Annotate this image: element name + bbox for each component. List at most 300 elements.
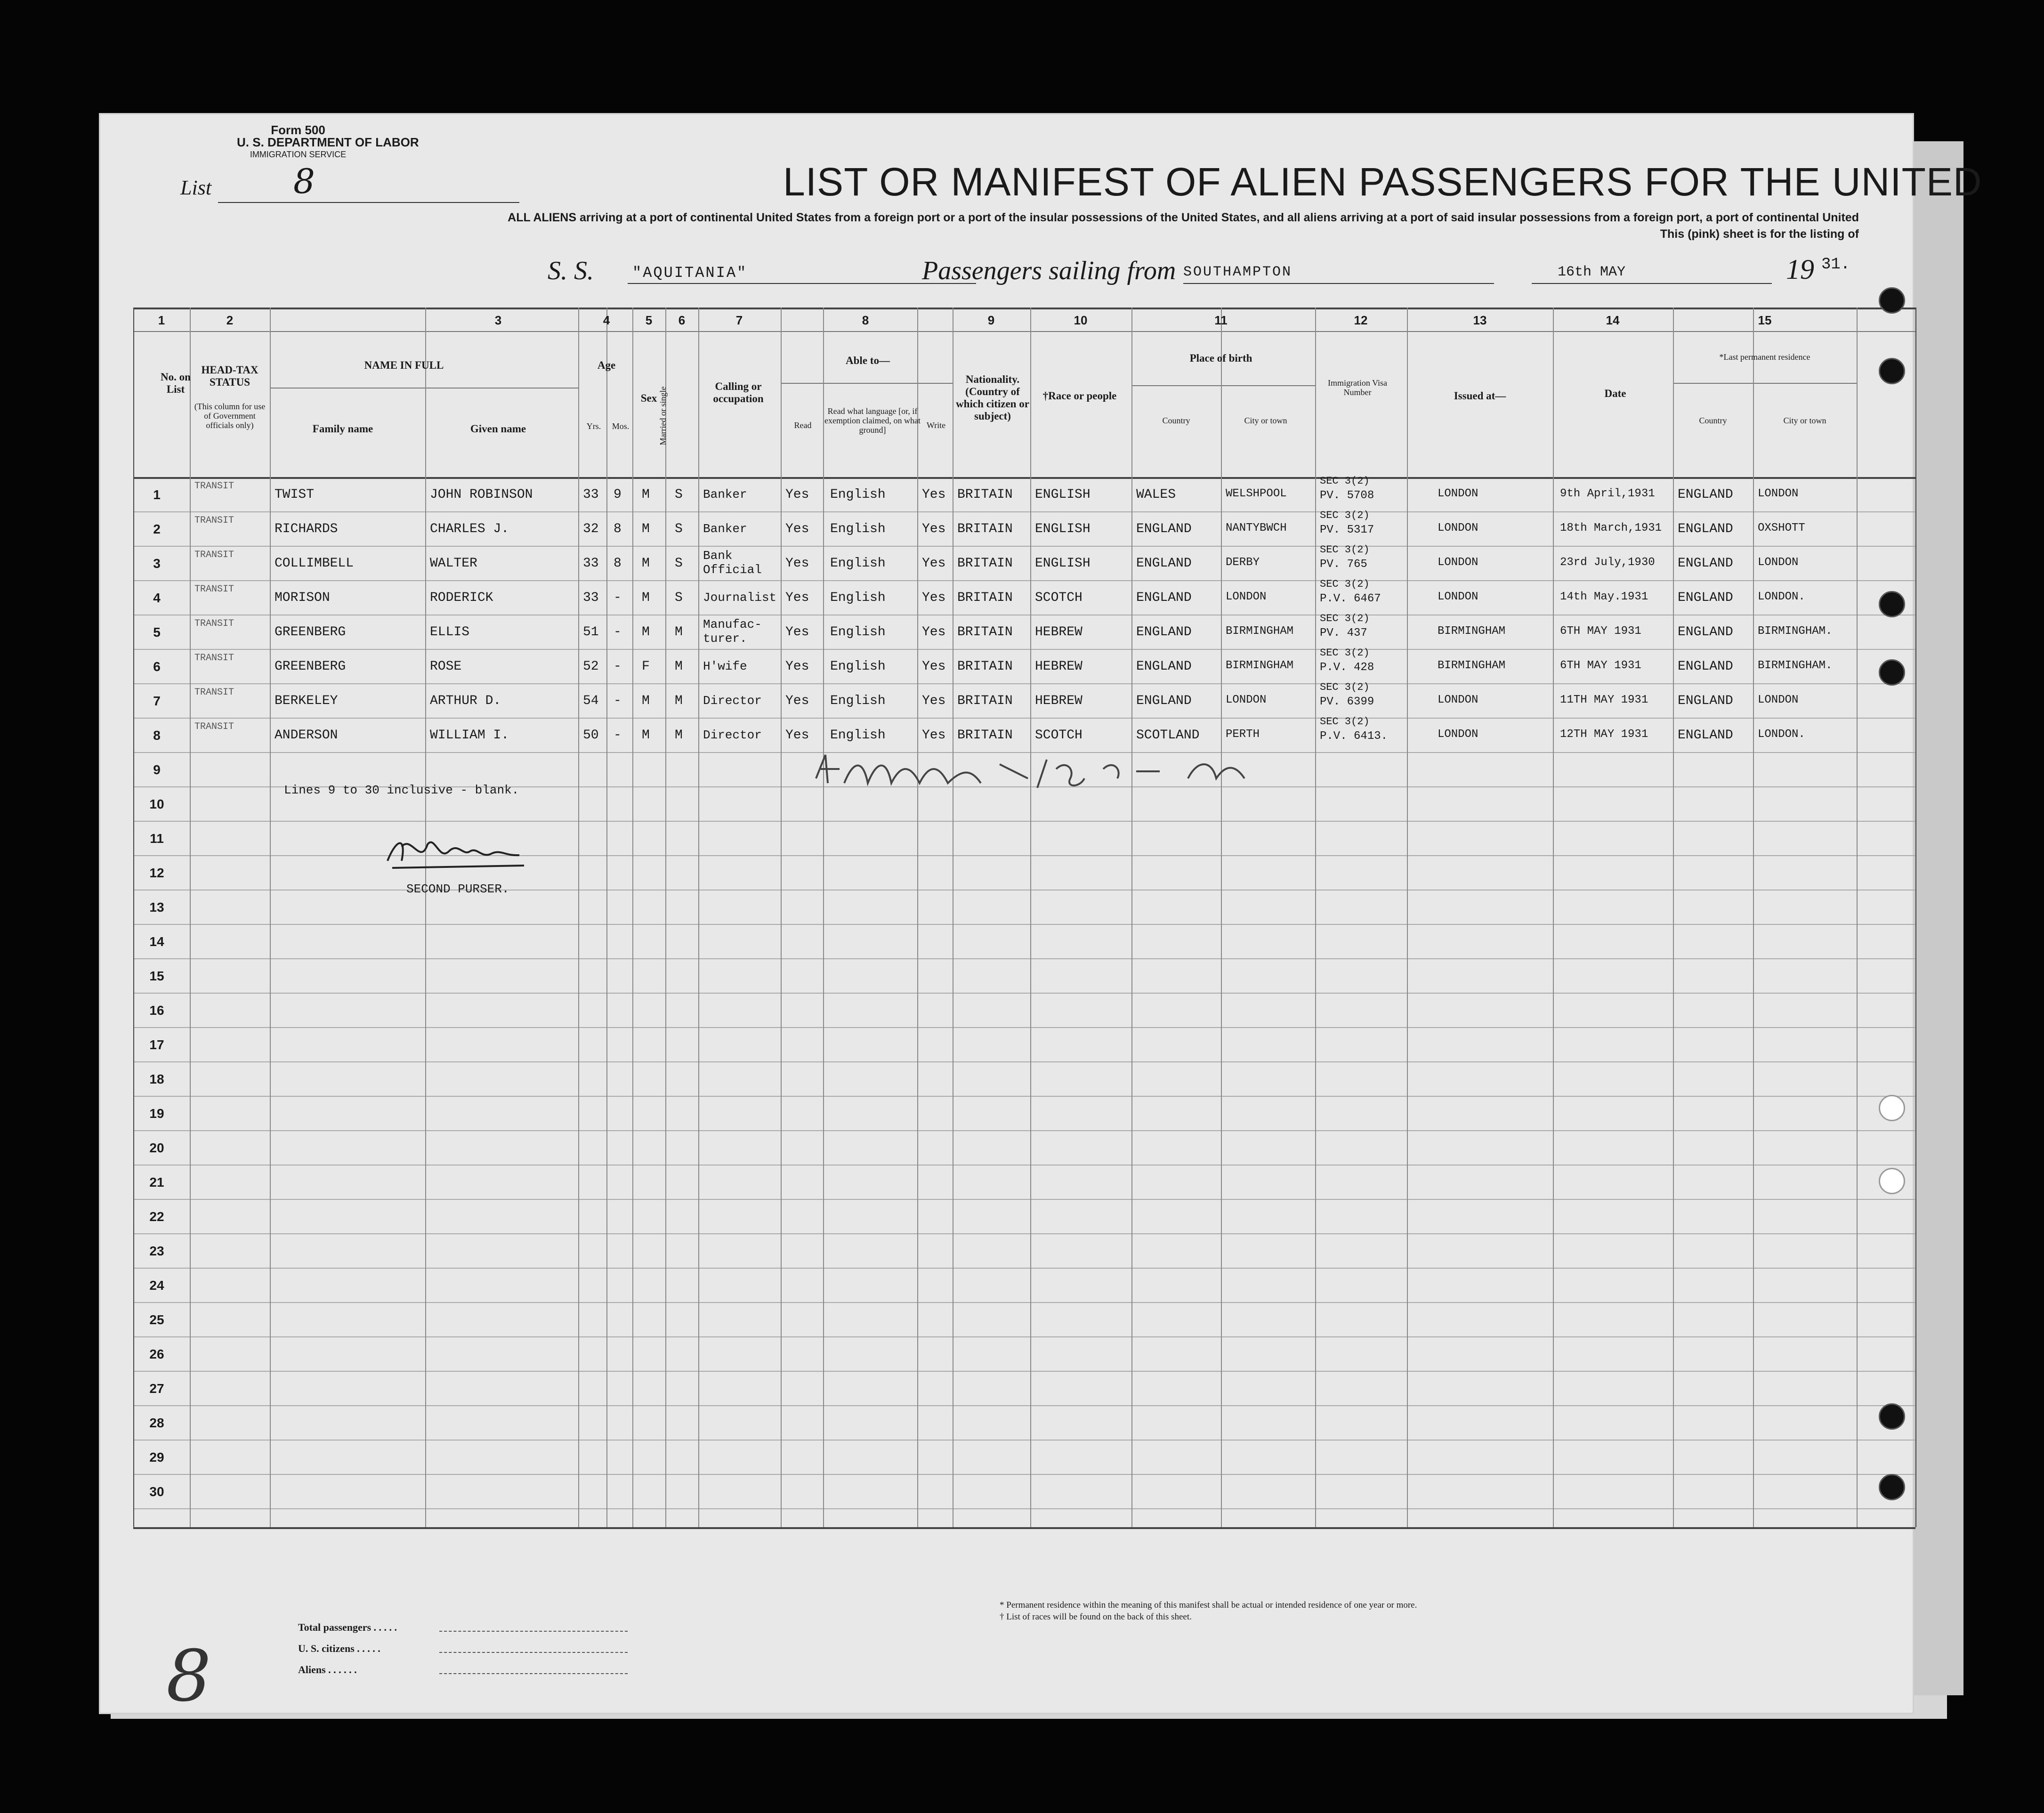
occupation: Journalist	[703, 591, 777, 605]
sex: M	[642, 694, 650, 708]
occupation: Bank Official	[703, 549, 762, 577]
grid-line	[133, 1371, 1915, 1372]
column-number: 4	[603, 313, 610, 327]
aliens-line	[439, 1673, 628, 1674]
grid-line	[270, 308, 271, 1527]
age-months: 9	[614, 487, 622, 502]
given-name: ELLIS	[430, 625, 470, 639]
binder-hole	[1879, 1095, 1905, 1121]
occupation: Director	[703, 728, 762, 742]
visa-section: SEC 3(2)	[1320, 681, 1370, 693]
visa-section: SEC 3(2)	[1320, 578, 1370, 590]
occupation: H'wife	[703, 659, 747, 673]
can-read: Yes	[785, 591, 809, 605]
header-pob-city: City or town	[1244, 416, 1287, 425]
visa-date: 11TH MAY 1931	[1560, 694, 1648, 706]
header-mos: Mos.	[612, 421, 630, 431]
grid-line	[1553, 308, 1554, 1527]
header-age: Age	[597, 359, 616, 371]
grid-line	[1221, 308, 1222, 1527]
race: HEBREW	[1035, 694, 1083, 708]
row-number: 23	[149, 1244, 164, 1258]
port-underline	[1183, 283, 1494, 284]
nationality: BRITAIN	[957, 728, 1013, 743]
grid-line	[133, 1440, 1915, 1441]
grid-line	[133, 331, 1915, 332]
row-number: 20	[149, 1141, 164, 1155]
handwritten-list-number: 8	[166, 1635, 211, 1717]
grid-line	[781, 308, 782, 1527]
age-months: 8	[614, 522, 622, 536]
residence-city: OXSHOTT	[1758, 522, 1805, 534]
departure-port: SOUTHAMPTON	[1183, 264, 1293, 280]
row-number: 4	[153, 591, 161, 605]
read-language: English	[830, 694, 886, 708]
row-number: 18	[149, 1072, 164, 1086]
family-name: COLLIMBELL	[275, 556, 354, 571]
row-number: 14	[149, 934, 164, 949]
birth-country: SCOTLAND	[1136, 728, 1200, 743]
family-name: ANDERSON	[275, 728, 338, 743]
residence-country: ENGLAND	[1678, 694, 1733, 708]
sex: M	[642, 522, 650, 536]
visa-date: 12TH MAY 1931	[1560, 728, 1648, 741]
grid-line	[133, 718, 1915, 719]
age-months: -	[614, 659, 622, 674]
given-name: RODERICK	[430, 591, 493, 605]
ship-name: "AQUITANIA"	[632, 264, 748, 282]
header-lr-country: Country	[1699, 416, 1727, 425]
footnote-races: † List of races will be found on the back of this sheet.	[1000, 1612, 1192, 1622]
read-language: English	[830, 591, 886, 605]
grid-line	[1673, 308, 1674, 1527]
binder-hole	[1879, 358, 1905, 384]
header-head-tax-note: (This column for use of Government officials only)	[194, 402, 266, 430]
visa-number: PV. 765	[1320, 558, 1367, 571]
birth-city: WELSHPOOL	[1226, 487, 1287, 500]
header-place-of-birth: Place of birth	[1189, 352, 1252, 364]
residence-country: ENGLAND	[1678, 591, 1733, 605]
visa-issued-at: BIRMINGHAM	[1438, 659, 1506, 672]
header-write: Write	[926, 421, 946, 430]
grid-line	[133, 1233, 1915, 1234]
read-language: English	[830, 625, 886, 639]
grid-line	[133, 821, 1915, 822]
family-name: BERKELEY	[275, 694, 338, 708]
occupation: Director	[703, 694, 762, 708]
grid-line	[133, 1268, 1915, 1269]
header-race: †Race or people	[1042, 390, 1117, 402]
header-issued-at: Issued at—	[1454, 390, 1506, 402]
given-name: JOHN ROBINSON	[430, 487, 533, 502]
column-number: 8	[862, 313, 869, 327]
race: SCOTCH	[1035, 591, 1083, 605]
header-read-language: Read what language [or, if exemption claimed, on what ground]	[824, 406, 921, 435]
marital-status: M	[675, 694, 683, 708]
grid-line	[133, 546, 1915, 547]
binder-hole	[1879, 1474, 1905, 1500]
can-read: Yes	[785, 556, 809, 571]
header-read: Read	[794, 421, 812, 430]
column-number: 14	[1606, 313, 1620, 327]
birth-city: BIRMINGHAM	[1226, 659, 1294, 672]
nationality: BRITAIN	[957, 694, 1013, 708]
grid-line	[133, 924, 1915, 925]
header-lr-city: City or town	[1783, 416, 1826, 425]
row-number: 29	[149, 1450, 164, 1465]
binder-hole	[1879, 1403, 1905, 1430]
grid-line	[133, 1527, 1915, 1529]
grid-line	[190, 308, 191, 1527]
grid-line	[133, 1027, 1915, 1028]
marital-status: M	[675, 625, 683, 639]
handwritten-inspector-note	[811, 750, 1376, 793]
visa-date: 6TH MAY 1931	[1560, 625, 1641, 638]
can-read: Yes	[785, 694, 809, 708]
grid-line	[1407, 308, 1408, 1527]
race: SCOTCH	[1035, 728, 1083, 743]
family-name: RICHARDS	[275, 522, 338, 536]
grid-line	[606, 308, 607, 1527]
visa-issued-at: BIRMINGHAM	[1438, 625, 1506, 638]
can-write: Yes	[922, 522, 946, 536]
visa-number: PV. 5317	[1320, 524, 1374, 536]
manifest-page	[99, 113, 1982, 1717]
row-number: 9	[153, 762, 161, 777]
residence-city: LONDON.	[1758, 728, 1805, 741]
can-write: Yes	[922, 487, 946, 502]
grid-line	[133, 683, 1915, 684]
visa-number: P.V. 6467	[1320, 592, 1381, 605]
birth-country: ENGLAND	[1136, 659, 1192, 674]
race: HEBREW	[1035, 659, 1083, 674]
grid-line	[133, 1199, 1915, 1200]
residence-country: ENGLAND	[1678, 728, 1733, 743]
row-number: 2	[153, 522, 161, 536]
row-number: 15	[149, 969, 164, 983]
grid-line	[781, 383, 953, 384]
can-read: Yes	[785, 625, 809, 639]
visa-number: PV. 437	[1320, 627, 1367, 639]
row-number: 3	[153, 556, 161, 571]
row-number: 19	[149, 1106, 164, 1121]
birth-country: ENGLAND	[1136, 625, 1192, 639]
list-underline	[218, 202, 519, 203]
visa-number: P.V. 428	[1320, 661, 1374, 674]
row-number: 26	[149, 1347, 164, 1361]
residence-country: ENGLAND	[1678, 522, 1733, 536]
row-number: 6	[153, 659, 161, 674]
grid-line	[133, 477, 1915, 479]
birth-country: ENGLAND	[1136, 556, 1192, 571]
read-language: English	[830, 659, 886, 674]
head-tax-status: TRANSIT	[194, 584, 234, 595]
grid-line	[133, 958, 1915, 959]
service: IMMIGRATION SERVICE	[250, 150, 347, 159]
residence-country: ENGLAND	[1678, 556, 1733, 571]
grid-line	[133, 308, 1915, 309]
row-number: 7	[153, 694, 161, 708]
grid-line	[1857, 308, 1858, 1527]
visa-section: SEC 3(2)	[1320, 613, 1370, 624]
residence-city: BIRMINGHAM.	[1758, 625, 1833, 638]
column-number: 2	[226, 313, 234, 327]
marital-status: M	[675, 728, 683, 743]
page-title: LIST OR MANIFEST OF ALIEN PASSENGERS FOR THE UNITED	[783, 160, 1982, 204]
header-calling: Calling or occupation	[713, 380, 764, 405]
read-language: English	[830, 728, 886, 743]
us-citizens-label: U. S. citizens . . . . .	[298, 1643, 380, 1654]
residence-city: LONDON	[1758, 487, 1799, 500]
us-citizens-line	[439, 1652, 628, 1653]
header-able-to: Able to—	[846, 355, 890, 366]
nationality: BRITAIN	[957, 556, 1013, 571]
given-name: WALTER	[430, 556, 477, 571]
header-name-in-full: NAME IN FULL	[364, 359, 444, 371]
header-last-residence: *Last permanent residence	[1719, 352, 1810, 362]
sex: M	[642, 556, 650, 571]
form-header	[237, 123, 419, 161]
residence-city: BIRMINGHAM.	[1758, 659, 1833, 672]
grid-line	[1131, 385, 1315, 386]
visa-number: PV. 6399	[1320, 696, 1374, 708]
ss-label: S. S.	[548, 256, 594, 285]
occupation: Banker	[703, 522, 747, 536]
row-number: 11	[150, 831, 164, 846]
grid-line	[133, 1405, 1915, 1406]
head-tax-status: TRANSIT	[194, 618, 234, 629]
header-sex: Sex	[640, 392, 657, 404]
nationality: BRITAIN	[957, 522, 1013, 536]
subtitle-2: This (pink) sheet is for the listing of	[1660, 227, 1859, 241]
row-number: 16	[149, 1003, 164, 1018]
sex: M	[642, 625, 650, 639]
race: HEBREW	[1035, 625, 1083, 639]
header-visa-number: Immigration Visa Number	[1327, 378, 1388, 397]
grid-line	[133, 1165, 1915, 1166]
birth-city: LONDON	[1226, 694, 1267, 706]
header-nationality: Nationality. (Country of which citizen or subject)	[956, 373, 1029, 422]
age-months: 8	[614, 556, 622, 571]
birth-city: LONDON	[1226, 591, 1267, 603]
header-head-tax: HEAD-TAX STATUS	[201, 364, 259, 388]
sex: M	[642, 591, 650, 605]
visa-section: SEC 3(2)	[1320, 716, 1370, 728]
grid-line	[917, 308, 918, 1527]
age-years: 33	[583, 556, 599, 571]
birth-country: ENGLAND	[1136, 694, 1192, 708]
header-married: Married or single	[658, 386, 668, 445]
read-language: English	[830, 487, 886, 502]
given-name: CHARLES J.	[430, 522, 509, 536]
total-passengers-line	[439, 1631, 628, 1632]
marital-status: S	[675, 591, 683, 605]
age-years: 50	[583, 728, 599, 743]
can-write: Yes	[922, 591, 946, 605]
given-name: WILLIAM I.	[430, 728, 509, 743]
family-name: TWIST	[275, 487, 315, 502]
visa-number: P.V. 6413.	[1320, 730, 1388, 743]
header-no-on-list: No. on List	[161, 371, 191, 395]
header-given-name: Given name	[470, 423, 526, 435]
total-passengers-label: Total passengers . . . . .	[298, 1621, 397, 1633]
head-tax-status: TRANSIT	[194, 721, 234, 732]
grid-line	[133, 1336, 1915, 1337]
age-years: 54	[583, 694, 599, 708]
birth-country: ENGLAND	[1136, 591, 1192, 605]
age-months: -	[614, 625, 622, 639]
head-tax-status: TRANSIT	[194, 515, 234, 526]
header-visa-date: Date	[1604, 388, 1626, 399]
row-number: 21	[149, 1175, 164, 1190]
can-read: Yes	[785, 659, 809, 674]
residence-country: ENGLAND	[1678, 625, 1733, 639]
age-years: 32	[583, 522, 599, 536]
marital-status: S	[675, 522, 683, 536]
row-number: 5	[153, 625, 161, 639]
header-yrs: Yrs.	[586, 421, 601, 431]
given-name: ROSE	[430, 659, 462, 674]
form-number: Form 500	[271, 123, 325, 137]
column-number: 10	[1074, 313, 1088, 327]
grid-line	[632, 308, 633, 1527]
column-number: 5	[645, 313, 653, 327]
race: ENGLISH	[1035, 556, 1091, 571]
purser-signature	[383, 833, 533, 875]
residence-city: LONDON.	[1758, 591, 1805, 603]
row-number: 17	[149, 1037, 164, 1052]
date-underline	[1532, 283, 1772, 284]
row-number: 13	[149, 900, 164, 915]
visa-date: 23rd July,1930	[1560, 556, 1655, 569]
grid-line	[1315, 308, 1316, 1527]
row-number: 8	[153, 728, 161, 743]
column-number: 13	[1473, 313, 1487, 327]
age-years: 51	[583, 625, 599, 639]
head-tax-status: TRANSIT	[194, 653, 234, 664]
column-number: 3	[494, 313, 502, 327]
residence-country: ENGLAND	[1678, 487, 1733, 502]
grid-line	[823, 308, 824, 1527]
subtitle: ALL ALIENS arriving at a port of continental United States from a foreign port or a port of the insular possessions of the United States, and all aliens arriving at a port of said insular possessions from a foreign port, a port of continental United	[508, 211, 1859, 224]
visa-section: SEC 3(2)	[1320, 647, 1370, 659]
head-tax-status: TRANSIT	[194, 687, 234, 698]
visa-issued-at: LONDON	[1438, 728, 1478, 741]
sailing-date: 16th MAY	[1558, 264, 1626, 280]
grid-line	[133, 1474, 1915, 1475]
sailing-label: Passengers sailing from	[922, 256, 1176, 285]
header-family-name: Family name	[312, 423, 373, 435]
head-tax-status: TRANSIT	[194, 481, 234, 492]
visa-issued-at: LONDON	[1438, 556, 1478, 569]
grid-line	[698, 308, 699, 1527]
visa-issued-at: LONDON	[1438, 522, 1478, 534]
column-number: 1	[158, 313, 165, 327]
residence-city: LONDON	[1758, 556, 1799, 569]
binder-hole	[1879, 1168, 1905, 1194]
grid-line	[1030, 308, 1031, 1527]
grid-line	[133, 1061, 1915, 1062]
given-name: ARTHUR D.	[430, 694, 501, 708]
can-read: Yes	[785, 728, 809, 743]
occupation: Banker	[703, 487, 747, 502]
visa-section: SEC 3(2)	[1320, 475, 1370, 487]
can-write: Yes	[922, 556, 946, 571]
age-months: -	[614, 694, 622, 708]
nationality: BRITAIN	[957, 487, 1013, 502]
list-label: List	[180, 176, 212, 199]
nationality: BRITAIN	[957, 591, 1013, 605]
visa-date: 6TH MAY 1931	[1560, 659, 1641, 672]
grid-line	[133, 511, 1915, 512]
grid-line	[1131, 308, 1132, 1527]
age-months: -	[614, 591, 622, 605]
row-number: 25	[149, 1312, 164, 1327]
grid-line	[1753, 308, 1754, 1527]
row-number: 27	[149, 1381, 164, 1396]
year-suffix: 31.	[1821, 256, 1850, 274]
visa-date: 9th April,1931	[1560, 487, 1655, 500]
column-number: 6	[678, 313, 686, 327]
can-read: Yes	[785, 522, 809, 536]
can-write: Yes	[922, 625, 946, 639]
grid-line	[133, 580, 1915, 581]
column-number: 12	[1354, 313, 1368, 327]
visa-issued-at: LONDON	[1438, 591, 1478, 603]
grid-line	[1915, 308, 1916, 1527]
column-number: 7	[735, 313, 743, 327]
visa-issued-at: LONDON	[1438, 487, 1478, 500]
sex: F	[642, 659, 650, 674]
visa-section: SEC 3(2)	[1320, 544, 1370, 556]
visa-date: 14th May.1931	[1560, 591, 1648, 603]
binder-hole	[1879, 591, 1905, 617]
list-number: 8	[293, 162, 315, 201]
grid-line	[425, 308, 426, 1527]
visa-section: SEC 3(2)	[1320, 510, 1370, 521]
family-name: MORISON	[275, 591, 330, 605]
sex: M	[642, 728, 650, 743]
nationality: BRITAIN	[957, 659, 1013, 674]
sex: M	[642, 487, 650, 502]
row-number: 12	[149, 866, 164, 880]
column-number: 9	[987, 313, 995, 327]
header-pob-country: Country	[1162, 416, 1190, 425]
grid-line	[133, 649, 1915, 650]
birth-city: PERTH	[1226, 728, 1260, 741]
race: ENGLISH	[1035, 487, 1091, 502]
occupation: Manufac- turer.	[703, 617, 762, 646]
marital-status: M	[675, 659, 683, 674]
grid-line	[133, 993, 1915, 994]
row-number: 22	[149, 1209, 164, 1224]
row-number: 24	[149, 1278, 164, 1293]
grid-line	[1673, 383, 1857, 384]
row-number: 10	[149, 797, 164, 811]
birth-city: BIRMINGHAM	[1226, 625, 1294, 638]
binder-hole	[1879, 287, 1905, 314]
aliens-label: Aliens . . . . . .	[298, 1664, 357, 1675]
race: ENGLISH	[1035, 522, 1091, 536]
birth-city: NANTYBWCH	[1226, 522, 1287, 534]
grid-line	[133, 1508, 1915, 1509]
row-number: 28	[149, 1416, 164, 1430]
purser-title: SECOND PURSER.	[406, 882, 509, 896]
visa-issued-at: LONDON	[1438, 694, 1478, 706]
marital-status: S	[675, 556, 683, 571]
visa-number: PV. 5708	[1320, 489, 1374, 502]
residence-city: LONDON	[1758, 694, 1799, 706]
